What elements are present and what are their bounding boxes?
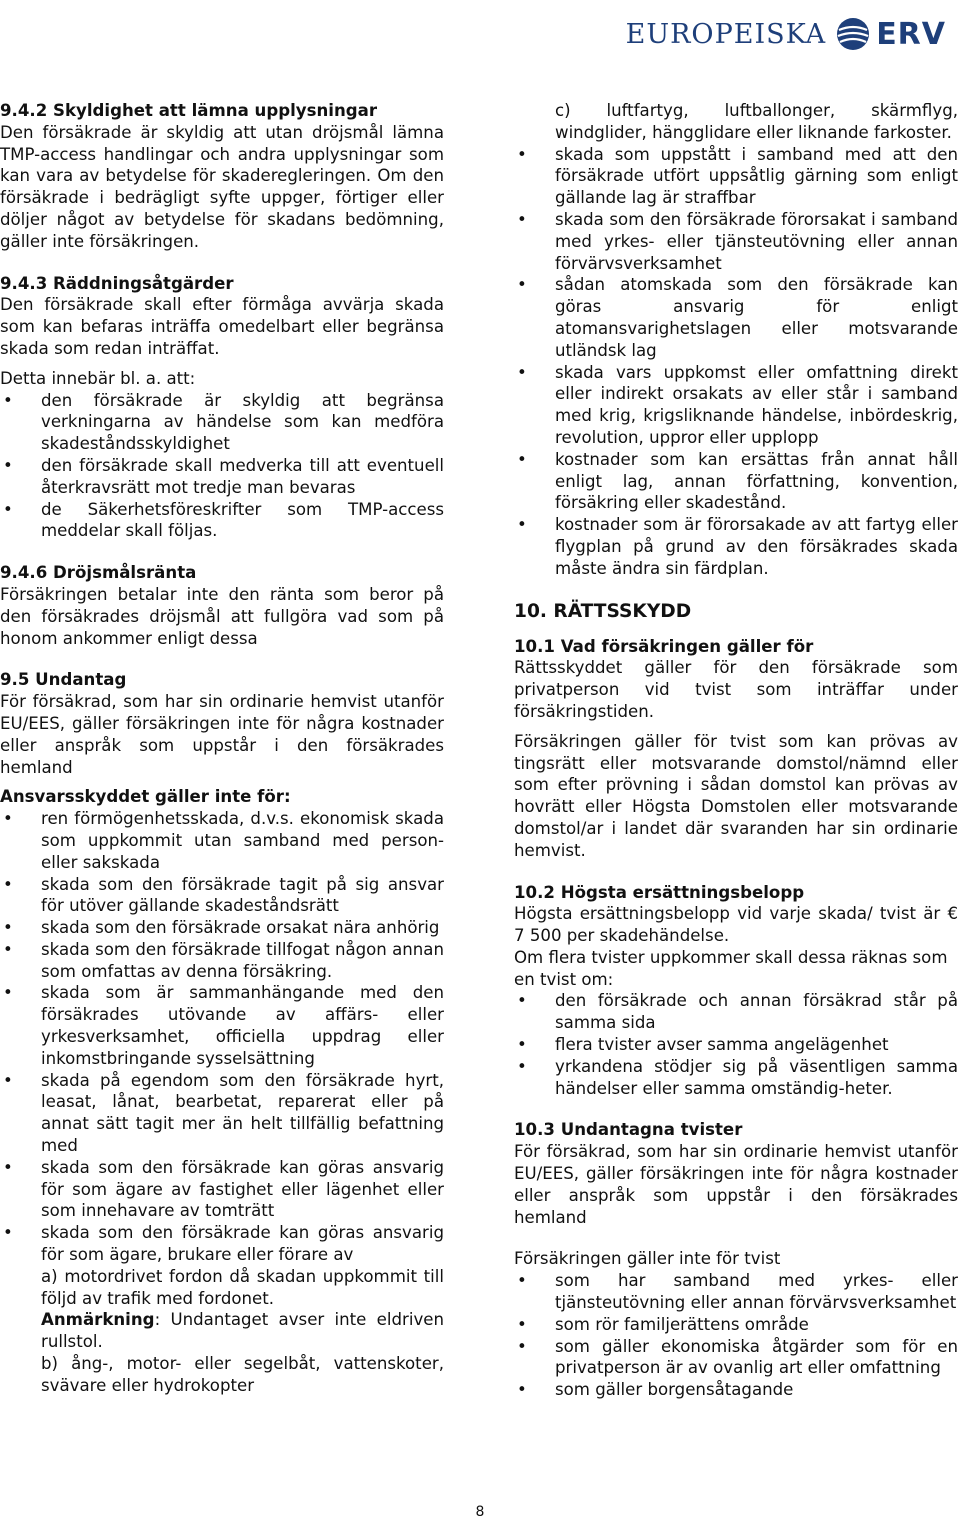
company-logo [626,6,946,62]
list-item: • skada som den försäkrade kan göras ansvarig för som ägare av fastighet eller lägenhet eller som innehavare av tomträtt [0,1157,444,1222]
sub-item-a: a) motordrivet fordon då skadan uppkommit till följd av trafik med fordonet. [41,1266,444,1308]
sub-item-b: b) ång-, motor- eller segelbåt, vattenskoter, svävare eller hydrokopter [41,1354,444,1395]
section-9-4-2-body: Den försäkrade är skyldig att utan dröjsmål lämna TMP-access handlingar och andra upplysningar som kan vara av betydelse för skaderegleringen. Om den försäkrade i bedrägligt syfte uppger, förtiger eller döljer något av betydelse för skadans bedömning, gäller inte försäkringen. [0,122,444,251]
section-10-1-title: 10.1 Vad försäkringen gäller för [514,636,814,656]
globe-logo-icon [836,17,870,51]
note-text: : Undantaget avser inte eldriven rullstol. [41,1310,444,1352]
left-column [0,100,444,1397]
note-label: Anmärkning [41,1310,155,1330]
list-item: • skada som den försäkrade orsakat nära anhörig [0,917,444,939]
section-10-3-body: För försäkrad, som har sin ordinarie hemvist utanför EU/EES, gäller försäkringen inte för några kostnader eller anspråk som uppstår i den försäkrades hemland [514,1142,958,1227]
logo-text-europeiska: EUROPEISKA [625,18,827,50]
list-item: • skada som den försäkrade tagit på sig ansvar för utöver gällande skadeståndsrätt [0,874,444,918]
section-9-4-3-intro: Detta innebär bl. a. att: [0,368,196,388]
page-number: 8 [475,1504,485,1520]
sub-item-c: c) luftfartyg, luftballonger, skärmflyg, windglider, hängglidare eller liknande farkoster. [555,101,958,142]
list-item: • som gäller borgensåtagande [514,1379,958,1401]
ansvar-exclusions-list [0,808,444,1266]
list-item: • som har samband med yrkes- eller tjänsteutövning eller annan förvärvsverksamhet [514,1270,958,1314]
list-item: • den försäkrade skall medverka till att eventuell återkravsrätt mot tredje man bevaras [0,455,444,499]
list-item: • skada som den försäkrade tillfogat någon annan som omfattas av denna försäkring. [0,939,444,983]
note-paragraph [0,1309,444,1353]
list-item: • flera tvister avser samma angelägenhet [514,1034,958,1056]
list-item: • skada som uppstått i samband med att den försäkrade utfört uppsåtlig gärning som enligt gällande lag är straffbar [514,144,958,209]
list-item: • den försäkrade och annan försäkrad står på samma sida [514,990,958,1034]
list-item: • skada som den försäkrade kan göras ansvarig för som ägare, brukare eller förare av [0,1222,444,1266]
ansvar-exclusions-title: Ansvarsskyddet gäller inte för: [0,787,291,807]
right-column [514,100,958,1401]
list-item: • skada vars uppkomst eller omfattning direkt eller indirekt orsakats av eller står i samband med krig, krigsliknande händelse, inbördeskrig, revolution, uppror eller upplopp [514,362,958,449]
list-item: • yrkandena stödjer sig på väsentligen samma händelser eller samma omständig-heter. [514,1056,958,1100]
section-10-3-list [514,1270,958,1401]
continued-exclusions-list [514,144,958,580]
list-item: • kostnader som är förorsakade av att fartyg eller flygplan på grund av den försäkrades skada måste ändra sin färdplan. [514,514,958,579]
list-item: • de Säkerhetsföreskrifter som TMP-access meddelar skall följas. [0,499,444,543]
list-item: • kostnader som kan ersättas från annat håll enligt lag, annan författning, konvention, försäkring eller skadestånd. [514,449,958,514]
list-item: • sådan atomskada som den försäkrade kan göras ansvarig för enligt atomansvarighetslagen eller motsvarande utländsk lag [514,274,958,361]
section-10-2-list [514,990,958,1099]
list-item: • som rör familjerättens område [514,1314,958,1336]
section-9-4-3-list [0,390,444,543]
section-9-4-3-body: Den försäkrade skall efter förmåga avvärja skada som kan befaras inträffa omedelbart eller begränsa skada som redan inträffat. [0,295,444,358]
section-10-1-body-1: Rättsskyddet gäller för den försäkrade som privatperson vid tvist som inträffar under försäkringstiden. [514,658,958,721]
section-9-4-2-title: 9.4.2 Skyldighet att lämna upplysningar [0,101,378,120]
section-10-3-intro: Försäkringen gäller inte för tvist [514,1249,781,1269]
section-10-1-body-2: Försäkringen gäller för tvist som kan prövas av tingsrätt eller motsvarande domstol/nämnd eller som efter prövning i sådan domstol kan prövas av hovrätt eller Högsta Domstolen eller motsvarande domstol/ar i landet där svaranden har sin ordinarie hemvist. [514,731,958,860]
section-9-4-3-title: 9.4.3 Räddningsåtgärder [0,273,234,293]
list-item: • som gäller ekonomiska åtgärder som för en privatperson är av ovanlig art eller omfattning [514,1336,958,1380]
section-10-2-body-2: Om flera tvister uppkommer skall dessa räknas som en tvist om: [514,947,948,989]
list-item: • ren förmögenhetsskada, d.v.s. ekonomisk skada som uppkommit utan samband med person- eller sakskada [0,808,444,873]
section-9-4-6-title: 9.4.6 Dröjsmålsränta [0,563,197,583]
section-10-2-title: 10.2 Högsta ersättningsbelopp [514,882,805,902]
section-9-4-6-body: Försäkringen betalar inte den ränta som beror på den försäkrades dröjsmål att fullgöra vad som på honom ankommer enligt dessa [0,584,444,648]
list-item: • skada på egendom som den försäkrade hyrt, leasat, lånat, bearbetat, reparerat eller på annat sätt tagit mer än helt tillfällig befattning med [0,1070,444,1157]
section-9-5-title: 9.5 Undantag [0,670,127,690]
logo-text-erv: ERV [876,16,946,52]
list-item: • skada som är sammanhängande med den försäkrades utövande av affärs- eller yrkesverksamhet, officiella uppdrag eller inkomstbringande sysselsättning [0,982,444,1069]
list-item: • skada som den försäkrade förorsakat i samband med yrkes- eller tjänsteutövning eller annan förvärvsverksamhet [514,209,958,274]
section-9-5-body: För försäkrad, som har sin ordinarie hemvist utanför EU/EES, gäller försäkringen inte för några kostnader eller anspråk som uppstår i den försäkrades hemland [0,692,444,777]
section-10-title: 10. RÄTTSSKYDD [514,600,692,622]
section-10-2-body-1: Högsta ersättningsbelopp vid varje skada/ tvist är € 7 500 per skadehändelse. [514,904,958,946]
list-item: • den försäkrade är skyldig att begränsa verkningarna av händelse som kan medföra skadeståndsskyldighet [0,390,444,455]
section-10-3-title: 10.3 Undantagna tvister [514,1120,743,1140]
